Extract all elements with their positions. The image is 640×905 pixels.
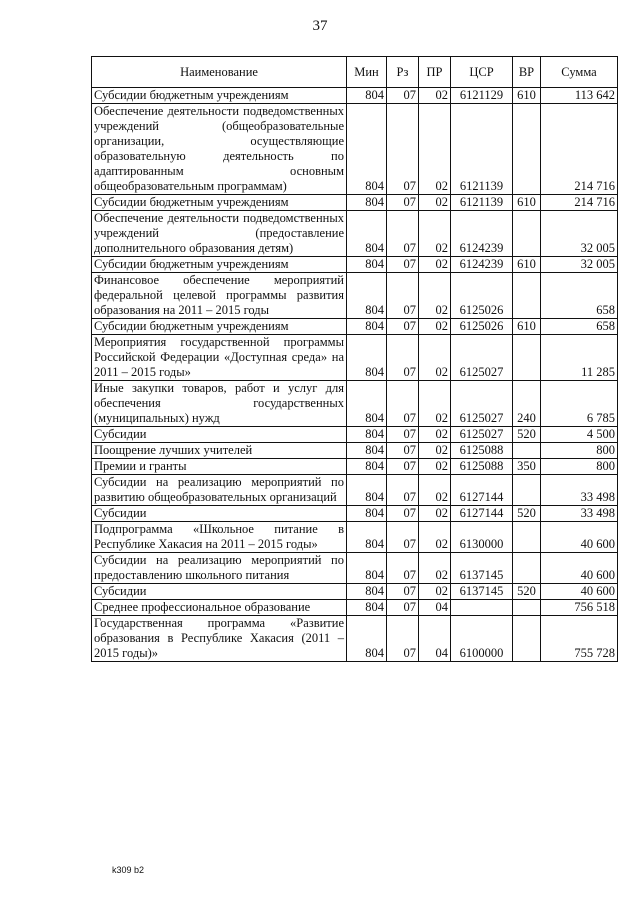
header-rz: Рз xyxy=(387,57,419,88)
cell-sum: 4 500 xyxy=(541,427,618,443)
cell-vr: 520 xyxy=(513,584,541,600)
cell-vr xyxy=(513,104,541,195)
cell-min: 804 xyxy=(347,273,387,319)
cell-pr: 02 xyxy=(419,273,451,319)
cell-pr: 02 xyxy=(419,319,451,335)
cell-pr: 02 xyxy=(419,522,451,553)
cell-csr: 6121139 xyxy=(451,104,513,195)
cell-sum: 800 xyxy=(541,459,618,475)
cell-pr: 02 xyxy=(419,381,451,427)
cell-name: Субсидии бюджетным учреждениям xyxy=(92,319,347,335)
cell-name: Поощрение лучших учителей xyxy=(92,443,347,459)
cell-min: 804 xyxy=(347,381,387,427)
table-row xyxy=(92,506,618,522)
table-row xyxy=(92,616,618,662)
cell-csr: 6125088 xyxy=(451,459,513,475)
cell-min: 804 xyxy=(347,459,387,475)
cell-min: 804 xyxy=(347,616,387,662)
cell-sum: 658 xyxy=(541,273,618,319)
table-row xyxy=(92,459,618,475)
cell-rz: 07 xyxy=(387,616,419,662)
cell-rz: 07 xyxy=(387,319,419,335)
cell-vr: 610 xyxy=(513,257,541,273)
cell-name: Субсидии xyxy=(92,506,347,522)
cell-vr xyxy=(513,475,541,506)
cell-vr xyxy=(513,443,541,459)
cell-name: Обеспечение деятельности подведомственных учреждений (общеобразовательные организации, осуществляющие образовательную деятельность по адаптированным основным общеобразовательным программам) xyxy=(92,104,347,195)
cell-name: Субсидии бюджетным учреждениям xyxy=(92,88,347,104)
cell-min: 804 xyxy=(347,584,387,600)
cell-vr xyxy=(513,600,541,616)
cell-rz: 07 xyxy=(387,600,419,616)
cell-name: Среднее профессиональное образование xyxy=(92,600,347,616)
cell-rz: 07 xyxy=(387,553,419,584)
cell-pr: 02 xyxy=(419,506,451,522)
cell-name: Премии и гранты xyxy=(92,459,347,475)
table-row xyxy=(92,522,618,553)
cell-sum: 33 498 xyxy=(541,506,618,522)
table-row xyxy=(92,195,618,211)
cell-csr: 6137145 xyxy=(451,553,513,584)
cell-name: Субсидии бюджетным учреждениям xyxy=(92,195,347,211)
cell-vr xyxy=(513,553,541,584)
cell-sum: 214 716 xyxy=(541,195,618,211)
cell-min: 804 xyxy=(347,427,387,443)
cell-vr xyxy=(513,211,541,257)
cell-sum: 40 600 xyxy=(541,553,618,584)
cell-sum: 32 005 xyxy=(541,211,618,257)
table-row xyxy=(92,335,618,381)
cell-vr: 520 xyxy=(513,506,541,522)
cell-rz: 07 xyxy=(387,88,419,104)
cell-rz: 07 xyxy=(387,381,419,427)
cell-rz: 07 xyxy=(387,273,419,319)
cell-sum: 40 600 xyxy=(541,522,618,553)
cell-rz: 07 xyxy=(387,584,419,600)
cell-csr: 6125027 xyxy=(451,381,513,427)
cell-csr: 6137145 xyxy=(451,584,513,600)
cell-pr: 02 xyxy=(419,88,451,104)
cell-vr: 610 xyxy=(513,88,541,104)
cell-rz: 07 xyxy=(387,335,419,381)
cell-name: Субсидии на реализацию мероприятий по предоставлению школьного питания xyxy=(92,553,347,584)
cell-name: Иные закупки товаров, работ и услуг для обеспечения государственных (муниципальных) нужд xyxy=(92,381,347,427)
table-row xyxy=(92,427,618,443)
cell-csr: 6121129 xyxy=(451,88,513,104)
cell-min: 804 xyxy=(347,195,387,211)
cell-name: Обеспечение деятельности подведомственных учреждений (предоставление дополнительного образования детям) xyxy=(92,211,347,257)
cell-min: 804 xyxy=(347,522,387,553)
cell-min: 804 xyxy=(347,475,387,506)
table-row xyxy=(92,600,618,616)
cell-rz: 07 xyxy=(387,506,419,522)
cell-pr: 04 xyxy=(419,600,451,616)
cell-rz: 07 xyxy=(387,459,419,475)
cell-min: 804 xyxy=(347,88,387,104)
cell-csr: 6130000 xyxy=(451,522,513,553)
cell-rz: 07 xyxy=(387,522,419,553)
cell-min: 804 xyxy=(347,211,387,257)
header-csr: ЦСР xyxy=(451,57,513,88)
footer-code: k309 b2 xyxy=(112,865,145,875)
budget-table xyxy=(91,56,618,662)
cell-csr: 6125026 xyxy=(451,273,513,319)
cell-pr: 02 xyxy=(419,443,451,459)
cell-sum: 214 716 xyxy=(541,104,618,195)
cell-name: Финансовое обеспечение мероприятий федеральной целевой программы развития образования на 2011 – 2015 годы xyxy=(92,273,347,319)
cell-vr: 520 xyxy=(513,427,541,443)
cell-rz: 07 xyxy=(387,475,419,506)
header-vr: ВР xyxy=(513,57,541,88)
header-min: Мин xyxy=(347,57,387,88)
cell-min: 804 xyxy=(347,319,387,335)
cell-sum: 40 600 xyxy=(541,584,618,600)
cell-vr xyxy=(513,273,541,319)
table-row xyxy=(92,443,618,459)
cell-sum: 113 642 xyxy=(541,88,618,104)
cell-rz: 07 xyxy=(387,443,419,459)
cell-sum: 11 285 xyxy=(541,335,618,381)
cell-sum: 33 498 xyxy=(541,475,618,506)
table-row xyxy=(92,553,618,584)
table-row xyxy=(92,475,618,506)
cell-pr: 02 xyxy=(419,195,451,211)
page-number: 37 xyxy=(312,18,328,34)
table-row xyxy=(92,381,618,427)
cell-name: Субсидии бюджетным учреждениям xyxy=(92,257,347,273)
cell-name: Субсидии xyxy=(92,584,347,600)
cell-pr: 02 xyxy=(419,553,451,584)
cell-csr: 6125088 xyxy=(451,443,513,459)
table-row xyxy=(92,319,618,335)
cell-rz: 07 xyxy=(387,427,419,443)
cell-pr: 04 xyxy=(419,616,451,662)
cell-vr: 610 xyxy=(513,195,541,211)
cell-sum: 800 xyxy=(541,443,618,459)
cell-name: Государственная программа «Развитие образования в Республике Хакасия (2011 – 2015 годы)» xyxy=(92,616,347,662)
cell-pr: 02 xyxy=(419,104,451,195)
cell-min: 804 xyxy=(347,506,387,522)
table-row xyxy=(92,104,618,195)
cell-pr: 02 xyxy=(419,211,451,257)
cell-min: 804 xyxy=(347,600,387,616)
cell-sum: 755 728 xyxy=(541,616,618,662)
table-row xyxy=(92,257,618,273)
header-sum: Сумма xyxy=(541,57,618,88)
cell-pr: 02 xyxy=(419,584,451,600)
cell-sum: 658 xyxy=(541,319,618,335)
cell-rz: 07 xyxy=(387,257,419,273)
cell-csr: 6127144 xyxy=(451,475,513,506)
table-row xyxy=(92,211,618,257)
cell-csr: 6125026 xyxy=(451,319,513,335)
cell-csr: 6125027 xyxy=(451,427,513,443)
table-row xyxy=(92,88,618,104)
cell-rz: 07 xyxy=(387,195,419,211)
cell-min: 804 xyxy=(347,553,387,584)
cell-min: 804 xyxy=(347,443,387,459)
cell-name: Субсидии на реализацию мероприятий по развитию общеобразовательных организаций xyxy=(92,475,347,506)
header-row xyxy=(92,57,618,88)
cell-vr: 610 xyxy=(513,319,541,335)
cell-vr xyxy=(513,616,541,662)
cell-name: Подпрограмма «Школьное питание в Республике Хакасия на 2011 – 2015 годы» xyxy=(92,522,347,553)
table-row xyxy=(92,584,618,600)
table-body xyxy=(92,88,618,662)
cell-csr: 6124239 xyxy=(451,211,513,257)
cell-rz: 07 xyxy=(387,104,419,195)
cell-sum: 756 518 xyxy=(541,600,618,616)
cell-name: Мероприятия государственной программы Российской Федерации «Доступная среда» на 2011 – 2015 годы» xyxy=(92,335,347,381)
cell-pr: 02 xyxy=(419,475,451,506)
cell-pr: 02 xyxy=(419,459,451,475)
cell-vr xyxy=(513,522,541,553)
header-name: Наименование xyxy=(92,57,347,88)
cell-sum: 32 005 xyxy=(541,257,618,273)
header-pr: ПР xyxy=(419,57,451,88)
cell-csr: 6125027 xyxy=(451,335,513,381)
cell-rz: 07 xyxy=(387,211,419,257)
cell-min: 804 xyxy=(347,104,387,195)
cell-min: 804 xyxy=(347,257,387,273)
cell-pr: 02 xyxy=(419,257,451,273)
cell-min: 804 xyxy=(347,335,387,381)
cell-vr: 240 xyxy=(513,381,541,427)
cell-pr: 02 xyxy=(419,335,451,381)
table-row xyxy=(92,273,618,319)
cell-vr: 350 xyxy=(513,459,541,475)
cell-csr: 6121139 xyxy=(451,195,513,211)
cell-name: Субсидии xyxy=(92,427,347,443)
cell-pr: 02 xyxy=(419,427,451,443)
cell-csr xyxy=(451,600,513,616)
cell-vr xyxy=(513,335,541,381)
cell-csr: 6100000 xyxy=(451,616,513,662)
cell-csr: 6124239 xyxy=(451,257,513,273)
cell-sum: 6 785 xyxy=(541,381,618,427)
cell-csr: 6127144 xyxy=(451,506,513,522)
